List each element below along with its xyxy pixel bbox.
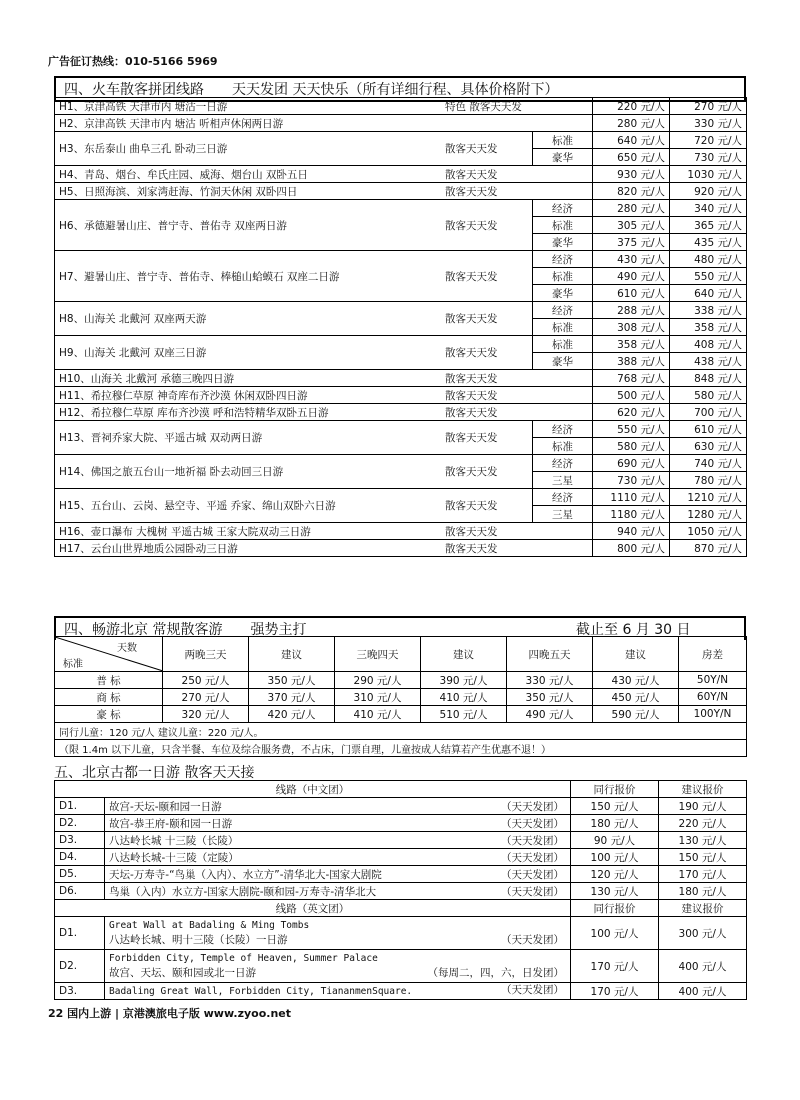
col-peer: 同行报价 bbox=[571, 900, 659, 917]
price-peer: 650 元/人 bbox=[593, 149, 670, 166]
price-peer: 220 元/人 bbox=[593, 98, 670, 115]
price-suggest: 400 元/人 bbox=[659, 950, 747, 983]
route-note: 散客天天发 bbox=[445, 185, 498, 198]
level-cell: 经济 bbox=[533, 200, 593, 217]
table-row bbox=[55, 98, 747, 115]
price-suggest: 1030 元/人 bbox=[670, 166, 747, 183]
tour-tag: （天天发团） bbox=[501, 800, 564, 813]
route-cell bbox=[55, 455, 533, 489]
tour-name-cn: 故宫、天坛、颐和园或北一日游 bbox=[109, 967, 256, 979]
hotline: 广告征订热线：010-5166 5969 bbox=[48, 55, 218, 68]
price-suggest: 640 元/人 bbox=[670, 285, 747, 302]
corner-std: 标准 bbox=[63, 659, 83, 670]
table-row bbox=[55, 370, 747, 387]
price-suggest: 580 元/人 bbox=[670, 387, 747, 404]
level-cell: 标准 bbox=[533, 217, 593, 234]
price-suggest: 720 元/人 bbox=[670, 132, 747, 149]
price-suggest: 700 元/人 bbox=[670, 404, 747, 421]
tour-tag: （天天发团） bbox=[501, 868, 564, 881]
price-peer: 820 元/人 bbox=[593, 183, 670, 200]
level-cell: 标准 bbox=[533, 438, 593, 455]
price-peer: 280 元/人 bbox=[593, 200, 670, 217]
route-note: 散客天天发 bbox=[445, 347, 498, 359]
price-suggest: 180 元/人 bbox=[659, 883, 747, 900]
std-cell: 豪 标 bbox=[55, 706, 163, 723]
price-suggest: 550 元/人 bbox=[670, 268, 747, 285]
route-note: 散客天天发 bbox=[445, 406, 498, 419]
price-peer: 120 元/人 bbox=[571, 866, 659, 883]
level-cell: 豪华 bbox=[533, 285, 593, 302]
price-suggest: 480 元/人 bbox=[670, 251, 747, 268]
table-row bbox=[55, 251, 747, 268]
price-cell: 250 元/人 bbox=[163, 672, 249, 689]
route-code: H7、 bbox=[59, 270, 85, 283]
route-cell bbox=[55, 421, 533, 455]
tour-tag: （天天发团） bbox=[501, 834, 564, 847]
note-row bbox=[55, 740, 747, 757]
route-note: 散客天天发 bbox=[445, 432, 498, 444]
price-peer: 580 元/人 bbox=[593, 438, 670, 455]
price-cell: 390 元/人 bbox=[421, 672, 507, 689]
level-cell: 豪华 bbox=[533, 353, 593, 370]
table-row bbox=[55, 917, 747, 950]
tour-name-text: 故宫-恭王府-颐和园一日游 bbox=[109, 817, 233, 830]
price-peer: 170 元/人 bbox=[571, 983, 659, 1000]
table-row bbox=[55, 689, 747, 706]
tour-code: D2. bbox=[55, 815, 105, 832]
level-cell: 经济 bbox=[533, 251, 593, 268]
table-row bbox=[55, 387, 747, 404]
price-cell: 350 元/人 bbox=[249, 672, 335, 689]
price-peer: 930 元/人 bbox=[593, 166, 670, 183]
price-suggest: 730 元/人 bbox=[670, 149, 747, 166]
route-name: 京津高铁 天津市内 塘沽 听相声休闲两日游 bbox=[84, 117, 284, 130]
route-code: H8、 bbox=[59, 313, 85, 325]
route-cell bbox=[55, 132, 533, 166]
col-header: 建议 bbox=[421, 637, 507, 672]
tour-name bbox=[105, 798, 571, 815]
table-row bbox=[55, 183, 747, 200]
price-suggest: 270 元/人 bbox=[670, 98, 747, 115]
route-name: 山海关 北戴河 双座三日游 bbox=[84, 347, 207, 359]
price-peer: 305 元/人 bbox=[593, 217, 670, 234]
route-code: H2、 bbox=[59, 117, 85, 130]
route-name: 希拉穆仁草原 神奇库布齐沙漠 休闲双卧四日游 bbox=[90, 389, 308, 402]
price-cell: 370 元/人 bbox=[249, 689, 335, 706]
table-row bbox=[55, 166, 747, 183]
page-footer: 22 国内上游 | 京港澳旅电子版 www.zyoo.net bbox=[48, 1007, 292, 1020]
price-suggest: 190 元/人 bbox=[659, 798, 747, 815]
price-cell: 310 元/人 bbox=[335, 689, 421, 706]
route-code: H14、 bbox=[59, 466, 91, 478]
level-cell: 三星 bbox=[533, 506, 593, 523]
route-name: 日照海滨、刘家湾赶海、竹洞天休闲 双卧四日 bbox=[84, 185, 298, 198]
price-peer: 280 元/人 bbox=[593, 115, 670, 132]
price-peer: 1180 元/人 bbox=[593, 506, 670, 523]
price-suggest: 300 元/人 bbox=[659, 917, 747, 950]
price-peer: 800 元/人 bbox=[593, 540, 670, 557]
tour-tag: （天天发团） bbox=[501, 817, 564, 830]
price-cell: 330 元/人 bbox=[507, 672, 593, 689]
price-cell: 290 元/人 bbox=[335, 672, 421, 689]
price-cell: 450 元/人 bbox=[593, 689, 679, 706]
route-name: 山海关 北戴河 双座两天游 bbox=[84, 313, 207, 325]
price-suggest: 630 元/人 bbox=[670, 438, 747, 455]
route-code: H9、 bbox=[59, 347, 85, 359]
tour-tag: （天天发团） bbox=[501, 984, 564, 996]
tour-name-en: Great Wall at Badaling & Ming Tombs bbox=[109, 920, 310, 931]
route-name: 京津高铁 天津市内 塘沽一日游 bbox=[84, 100, 228, 113]
route-code: H16、 bbox=[59, 525, 91, 538]
tour-code: D6. bbox=[55, 883, 105, 900]
price-cell: 410 元/人 bbox=[335, 706, 421, 723]
beijing-table bbox=[54, 636, 747, 757]
route-note: 散客天天发 bbox=[445, 313, 498, 325]
price-peer: 100 元/人 bbox=[571, 849, 659, 866]
corner-cell bbox=[55, 637, 163, 672]
price-suggest: 130 元/人 bbox=[659, 832, 747, 849]
tour-code: D3. bbox=[55, 832, 105, 849]
price-cell: 100Y/N bbox=[679, 706, 747, 723]
price-peer: 490 元/人 bbox=[593, 268, 670, 285]
table-row bbox=[55, 489, 747, 506]
route-code: H15、 bbox=[59, 500, 91, 512]
table-row bbox=[55, 706, 747, 723]
price-peer: 620 元/人 bbox=[593, 404, 670, 421]
tour-code: D3. bbox=[55, 983, 105, 1000]
route-note: 散客天天发 bbox=[445, 219, 498, 232]
col-suggest: 建议报价 bbox=[659, 781, 747, 798]
tour-code: D2. bbox=[55, 950, 105, 983]
table-row bbox=[55, 404, 747, 421]
route-code: H17、 bbox=[59, 542, 91, 555]
daytour-table bbox=[54, 780, 747, 1000]
table-row bbox=[55, 336, 747, 353]
price-suggest: 220 元/人 bbox=[659, 815, 747, 832]
price-suggest: 338 元/人 bbox=[670, 302, 747, 319]
col-header: 建议 bbox=[593, 637, 679, 672]
price-suggest: 610 元/人 bbox=[670, 421, 747, 438]
route-name: 希拉穆仁草原 库布齐沙漠 呼和浩特精华双卧五日游 bbox=[90, 406, 329, 419]
route-name: 壶口瀑布 大槐树 平遥古城 王家大院双动三日游 bbox=[90, 525, 311, 538]
route-cell bbox=[55, 200, 533, 251]
price-peer: 170 元/人 bbox=[571, 950, 659, 983]
tour-name-text: 故宫-天坛-颐和园一日游 bbox=[109, 800, 222, 813]
table-row bbox=[55, 455, 747, 472]
line-header: 线路（英文团） bbox=[55, 900, 571, 917]
line-header: 线路（中文团） bbox=[55, 781, 571, 798]
price-suggest: 170 元/人 bbox=[659, 866, 747, 883]
table-row bbox=[55, 832, 747, 849]
table-row bbox=[55, 421, 747, 438]
route-code: H1、 bbox=[59, 100, 85, 113]
route-cell bbox=[55, 302, 533, 336]
route-note: 散客天天发 bbox=[445, 372, 498, 385]
level-cell: 标准 bbox=[533, 336, 593, 353]
price-peer: 388 元/人 bbox=[593, 353, 670, 370]
price-peer: 730 元/人 bbox=[593, 472, 670, 489]
price-suggest: 365 元/人 bbox=[670, 217, 747, 234]
price-peer: 1110 元/人 bbox=[593, 489, 670, 506]
beijing-deadline: 截止至 6 月 30 日 bbox=[576, 622, 691, 638]
price-suggest: 340 元/人 bbox=[670, 200, 747, 217]
route-cell bbox=[55, 540, 593, 557]
tour-name-cn: 八达岭长城、明十三陵（长陵）一日游 bbox=[109, 934, 288, 946]
table-row bbox=[55, 540, 747, 557]
price-suggest: 870 元/人 bbox=[670, 540, 747, 557]
route-name: 避暑山庄、普宁寺、普佑寺、棒槌山蛤蟆石 双座二日游 bbox=[84, 270, 340, 283]
table-row bbox=[55, 950, 747, 983]
route-note: 散客天天发 bbox=[445, 143, 498, 155]
level-cell: 标准 bbox=[533, 132, 593, 149]
table-row bbox=[55, 883, 747, 900]
route-cell bbox=[55, 489, 533, 523]
level-cell: 经济 bbox=[533, 302, 593, 319]
route-cell bbox=[55, 115, 593, 132]
price-peer: 690 元/人 bbox=[593, 455, 670, 472]
price-suggest: 780 元/人 bbox=[670, 472, 747, 489]
level-cell: 豪华 bbox=[533, 234, 593, 251]
table-row bbox=[55, 115, 747, 132]
tour-tag: （每周二，四，六，日发团） bbox=[427, 967, 564, 979]
header-row bbox=[55, 781, 747, 798]
route-name: 佛国之旅五台山一地祈福 卧去动回三日游 bbox=[90, 466, 284, 478]
col-header: 三晚四天 bbox=[335, 637, 421, 672]
section-daytour-title: 五、北京古都一日游 散客天天接 bbox=[54, 765, 255, 781]
beijing-note2: （限 1.4m 以下儿童，只含半餐、车位及综合服务费，不占床，门票自理，儿童按成人结算若产生优惠不退！） bbox=[55, 740, 747, 757]
route-cell bbox=[55, 166, 593, 183]
price-suggest: 920 元/人 bbox=[670, 183, 747, 200]
price-suggest: 740 元/人 bbox=[670, 455, 747, 472]
tour-code: D1. bbox=[55, 798, 105, 815]
level-cell: 经济 bbox=[533, 455, 593, 472]
col-peer: 同行报价 bbox=[571, 781, 659, 798]
col-header: 两晚三天 bbox=[163, 637, 249, 672]
price-peer: 610 元/人 bbox=[593, 285, 670, 302]
beijing-title-text: 四、畅游北京 常规散客游 强势主打 bbox=[64, 622, 307, 638]
table-row bbox=[55, 983, 747, 1000]
beijing-note1: 同行儿童：120 元/人 建议儿童：220 元/人。 bbox=[55, 723, 747, 740]
price-peer: 288 元/人 bbox=[593, 302, 670, 319]
price-peer: 550 元/人 bbox=[593, 421, 670, 438]
price-cell: 590 元/人 bbox=[593, 706, 679, 723]
tour-name-en: Badaling Great Wall, Forbidden City, TiananmenSquare. bbox=[109, 985, 413, 997]
tour-name bbox=[105, 917, 571, 950]
price-cell: 50Y/N bbox=[679, 672, 747, 689]
tour-name bbox=[105, 983, 571, 1000]
price-suggest: 1050 元/人 bbox=[670, 523, 747, 540]
price-cell: 430 元/人 bbox=[593, 672, 679, 689]
price-peer: 640 元/人 bbox=[593, 132, 670, 149]
price-suggest: 1280 元/人 bbox=[670, 506, 747, 523]
route-name: 青岛、烟台、牟氏庄园、威海、烟台山 双卧五日 bbox=[84, 168, 308, 181]
price-suggest: 435 元/人 bbox=[670, 234, 747, 251]
col-header: 四晚五天 bbox=[507, 637, 593, 672]
price-suggest: 400 元/人 bbox=[659, 983, 747, 1000]
price-cell: 510 元/人 bbox=[421, 706, 507, 723]
route-code: H12、 bbox=[59, 406, 91, 419]
route-code: H3、 bbox=[59, 143, 85, 155]
tour-code: D5. bbox=[55, 866, 105, 883]
std-cell: 商 标 bbox=[55, 689, 163, 706]
table-row bbox=[55, 302, 747, 319]
tour-code: D1. bbox=[55, 917, 105, 950]
price-cell: 60Y/N bbox=[679, 689, 747, 706]
level-cell: 豪华 bbox=[533, 149, 593, 166]
route-cell bbox=[55, 387, 593, 404]
route-note: 散客天天发 bbox=[445, 525, 498, 538]
price-peer: 940 元/人 bbox=[593, 523, 670, 540]
level-cell: 标准 bbox=[533, 268, 593, 285]
route-code: H4、 bbox=[59, 168, 85, 181]
route-name: 东岳泰山 曲阜三孔 卧动三日游 bbox=[84, 143, 228, 155]
price-cell: 420 元/人 bbox=[249, 706, 335, 723]
price-suggest: 408 元/人 bbox=[670, 336, 747, 353]
price-peer: 150 元/人 bbox=[571, 798, 659, 815]
table-row bbox=[55, 866, 747, 883]
std-cell: 普 标 bbox=[55, 672, 163, 689]
price-suggest: 1210 元/人 bbox=[670, 489, 747, 506]
route-note: 散客天天发 bbox=[445, 466, 498, 478]
table-row bbox=[55, 672, 747, 689]
route-name: 承德避暑山庄、普宁寺、普佑寺 双座两日游 bbox=[84, 219, 287, 232]
route-note: 散客天天发 bbox=[445, 389, 498, 402]
route-code: H13、 bbox=[59, 432, 91, 444]
tour-name bbox=[105, 849, 571, 866]
col-suggest: 建议报价 bbox=[659, 900, 747, 917]
route-code: H11、 bbox=[59, 389, 91, 402]
level-cell: 经济 bbox=[533, 421, 593, 438]
table-row bbox=[55, 523, 747, 540]
route-name: 五台山、云岗、悬空寺、平遥 乔家、绵山双卧六日游 bbox=[90, 500, 336, 512]
price-peer: 375 元/人 bbox=[593, 234, 670, 251]
tour-name bbox=[105, 950, 571, 983]
route-cell bbox=[55, 523, 593, 540]
tour-name bbox=[105, 866, 571, 883]
route-note: 散客天天发 bbox=[445, 270, 498, 283]
tour-code: D4. bbox=[55, 849, 105, 866]
route-note: 散客天天发 bbox=[445, 542, 498, 555]
tour-name bbox=[105, 815, 571, 832]
table-row bbox=[55, 815, 747, 832]
route-cell bbox=[55, 183, 593, 200]
train-routes-table bbox=[54, 97, 747, 557]
route-note: 散客天天发 bbox=[445, 500, 498, 512]
route-name: 山海关 北戴河 承德三晚四日游 bbox=[90, 372, 234, 385]
price-peer: 100 元/人 bbox=[571, 917, 659, 950]
price-cell: 490 元/人 bbox=[507, 706, 593, 723]
level-cell: 三星 bbox=[533, 472, 593, 489]
price-peer: 180 元/人 bbox=[571, 815, 659, 832]
price-suggest: 438 元/人 bbox=[670, 353, 747, 370]
route-cell bbox=[55, 336, 533, 370]
route-cell bbox=[55, 98, 593, 115]
tour-name bbox=[105, 883, 571, 900]
col-header: 房差 bbox=[679, 637, 747, 672]
price-suggest: 330 元/人 bbox=[670, 115, 747, 132]
table-row bbox=[55, 849, 747, 866]
tour-name-en: Forbidden City, Temple of Heaven, Summer Palace bbox=[109, 953, 378, 964]
note-row bbox=[55, 723, 747, 740]
tour-name-text: 八达岭长城 十三陵（长陵） bbox=[109, 834, 239, 847]
price-suggest: 150 元/人 bbox=[659, 849, 747, 866]
price-peer: 130 元/人 bbox=[571, 883, 659, 900]
price-cell: 270 元/人 bbox=[163, 689, 249, 706]
header-row bbox=[55, 900, 747, 917]
route-name: 云台山世界地质公园卧动三日游 bbox=[90, 542, 238, 555]
route-name: 晋祠乔家大院、平遥古城 双动两日游 bbox=[90, 432, 263, 444]
route-code: H5、 bbox=[59, 185, 85, 198]
price-peer: 308 元/人 bbox=[593, 319, 670, 336]
table-row bbox=[55, 132, 747, 149]
corner-days: 天数 bbox=[117, 643, 137, 654]
route-code: H10、 bbox=[59, 372, 91, 385]
route-cell bbox=[55, 251, 533, 302]
table-row bbox=[55, 200, 747, 217]
section-train-title: 四、火车散客拼团线路 天天发团 天天快乐（所有详细行程、具体价格附下） bbox=[54, 76, 746, 102]
price-peer: 500 元/人 bbox=[593, 387, 670, 404]
tour-tag: （天天发团） bbox=[501, 851, 564, 864]
price-peer: 90 元/人 bbox=[571, 832, 659, 849]
level-cell: 标准 bbox=[533, 319, 593, 336]
price-peer: 430 元/人 bbox=[593, 251, 670, 268]
route-note: 特色 散客天天发 bbox=[445, 100, 522, 113]
tour-name bbox=[105, 832, 571, 849]
route-code: H6、 bbox=[59, 219, 85, 232]
price-peer: 768 元/人 bbox=[593, 370, 670, 387]
route-cell bbox=[55, 404, 593, 421]
route-note: 散客天天发 bbox=[445, 168, 498, 181]
price-suggest: 848 元/人 bbox=[670, 370, 747, 387]
price-peer: 358 元/人 bbox=[593, 336, 670, 353]
table-row bbox=[55, 798, 747, 815]
price-cell: 350 元/人 bbox=[507, 689, 593, 706]
tour-name-text: 鸟巢（入内）水立方-国家大剧院-颐和园-万寿寺-清华北大 bbox=[109, 885, 377, 898]
route-cell bbox=[55, 370, 593, 387]
tour-tag: （天天发团） bbox=[501, 885, 564, 898]
col-header: 建议 bbox=[249, 637, 335, 672]
price-cell: 410 元/人 bbox=[421, 689, 507, 706]
tour-name-text: 八达岭长城-十三陵（定陵） bbox=[109, 851, 239, 864]
price-cell: 320 元/人 bbox=[163, 706, 249, 723]
tour-name-text: 天坛-万寿寺-“鸟巢（入内）、水立方”-清华北大-国家大剧院 bbox=[109, 868, 382, 881]
level-cell: 经济 bbox=[533, 489, 593, 506]
tour-tag: （天天发团） bbox=[501, 934, 564, 946]
price-suggest: 358 元/人 bbox=[670, 319, 747, 336]
